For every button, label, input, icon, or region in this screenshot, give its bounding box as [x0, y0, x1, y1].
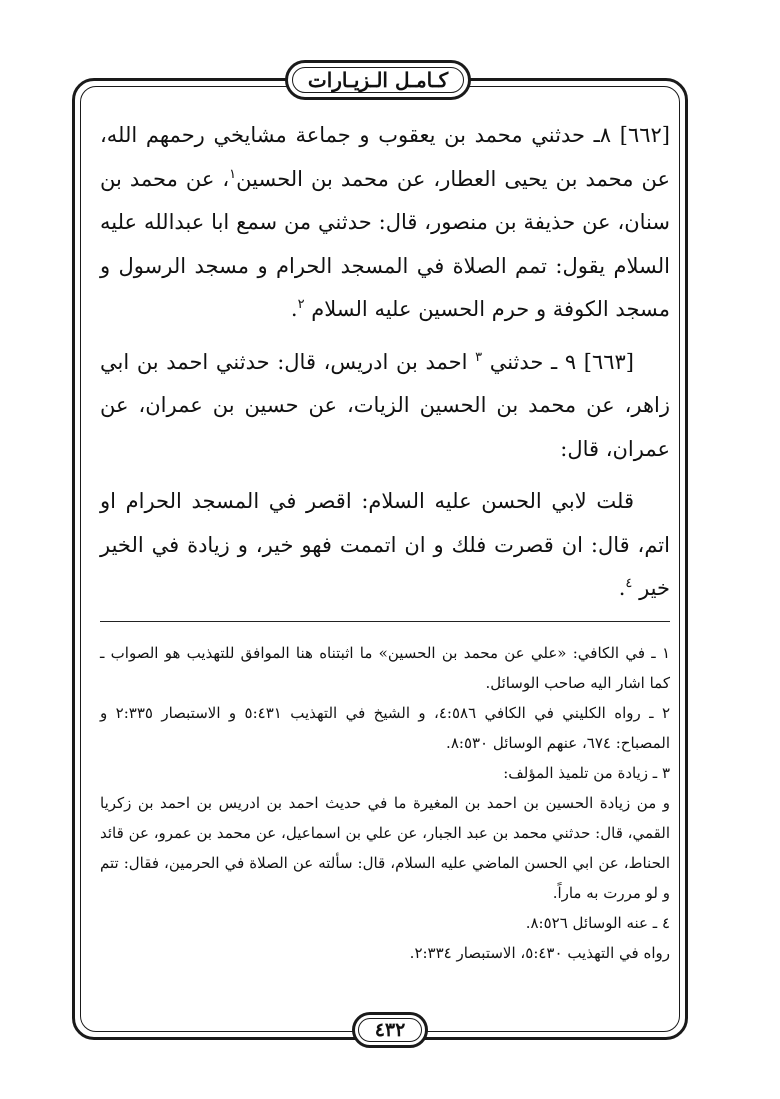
page-number: ٤٣٢ [358, 1018, 422, 1042]
book-title: كـامـل الـزيـارات [292, 67, 464, 93]
footnote-2: ٢ ـ رواه الكليني في الكافي ٤:٥٨٦، و الشيخ في التهذيب ٥:٤٣١ و الاستبصار ٢:٣٣٥ و المصباح: ٦٧٤، عنهم الوسائل ٨:٥٣٠. [100, 704, 671, 752]
footnote-ref-3[interactable]: ٣ [475, 349, 483, 365]
hadith-662-text-cont: ، عن محمد بن سنان، عن حذيفة بن منصور، قال: حدثني من سمع ابا عبدالله عليه السلام يقول: تمم الصلاة في المسجد الحرام و مسجد الرسول و مسجد الكوفة و حرم الحسين عليه السلام [100, 166, 670, 321]
hadith-662-text: [٦٦٢] ٨ـ حدثني محمد بن يعقوب و جماعة مشايخي رحمهم الله، عن محمد بن يحيى العطار، عن محمد بن الحسين [100, 123, 670, 191]
footnote-3-body: و من زيادة الحسين بن احمد بن المغيرة ما في حديث احمد بن ادريس بن احمد بن زكريا القمي، قال: حدثني محمد بن عبد الجبار، عن علي بن اسماعيل، عن محمد بن عمرو، عن قائد الحناط، عن ابي الحسن الماضي عليه السلام، قال: سألته عن الصلاة في الحرمين، فقال: تتم و لو مررت به ماراً. [100, 794, 670, 902]
footnote-ref-2[interactable]: ٢ [297, 297, 305, 312]
footnote-4-body: رواه في التهذيب ٥:٤٣٠، الاستبصار ٢:٣٣٤. [409, 944, 670, 962]
footer-tab [352, 1012, 428, 1048]
hadith-662-end: . [290, 297, 298, 321]
footnote-1: ١ ـ في الكافي: «علي عن محمد بن الحسين» ما اثبتناه هنا الموافق للتهذيب هو الصواب ـ كما اشار اليه صاحب الوسائل. [100, 644, 670, 692]
hadith-663 [100, 341, 670, 472]
hadith-663-end: . [618, 576, 626, 600]
footnote-3: ٣ ـ زيادة من تلميذ المؤلف: [503, 764, 670, 782]
hadith-662 [100, 114, 670, 332]
footnotes [100, 638, 670, 968]
footnote-ref-4[interactable]: ٤ [625, 576, 633, 591]
hadith-663-body-text: قلت لابي الحسن عليه السلام: اقصر في المسجد الحرام او اتم، قال: ان قصرت فلك و ان اتممت فهو خير، و زيادة في الخير خير [100, 489, 670, 600]
hadith-663-text-cont: احمد بن ادريس، قال: حدثني احمد بن ابي زاهر، عن محمد بن الحسين الزيات، عن حسين بن عمران، عن عمران، قال: [100, 349, 670, 461]
hadith-663-text: [٦٦٣] ٩ ـ حدثني [489, 349, 634, 374]
main-text [100, 114, 670, 611]
footnote-ref-1[interactable]: ١ [229, 166, 237, 182]
hadith-663-body [100, 480, 670, 611]
footnote-4: ٤ ـ عنه الوسائل ٨:٥٢٦. [525, 914, 670, 932]
header-tab [285, 60, 471, 100]
footnote-divider [100, 621, 670, 622]
